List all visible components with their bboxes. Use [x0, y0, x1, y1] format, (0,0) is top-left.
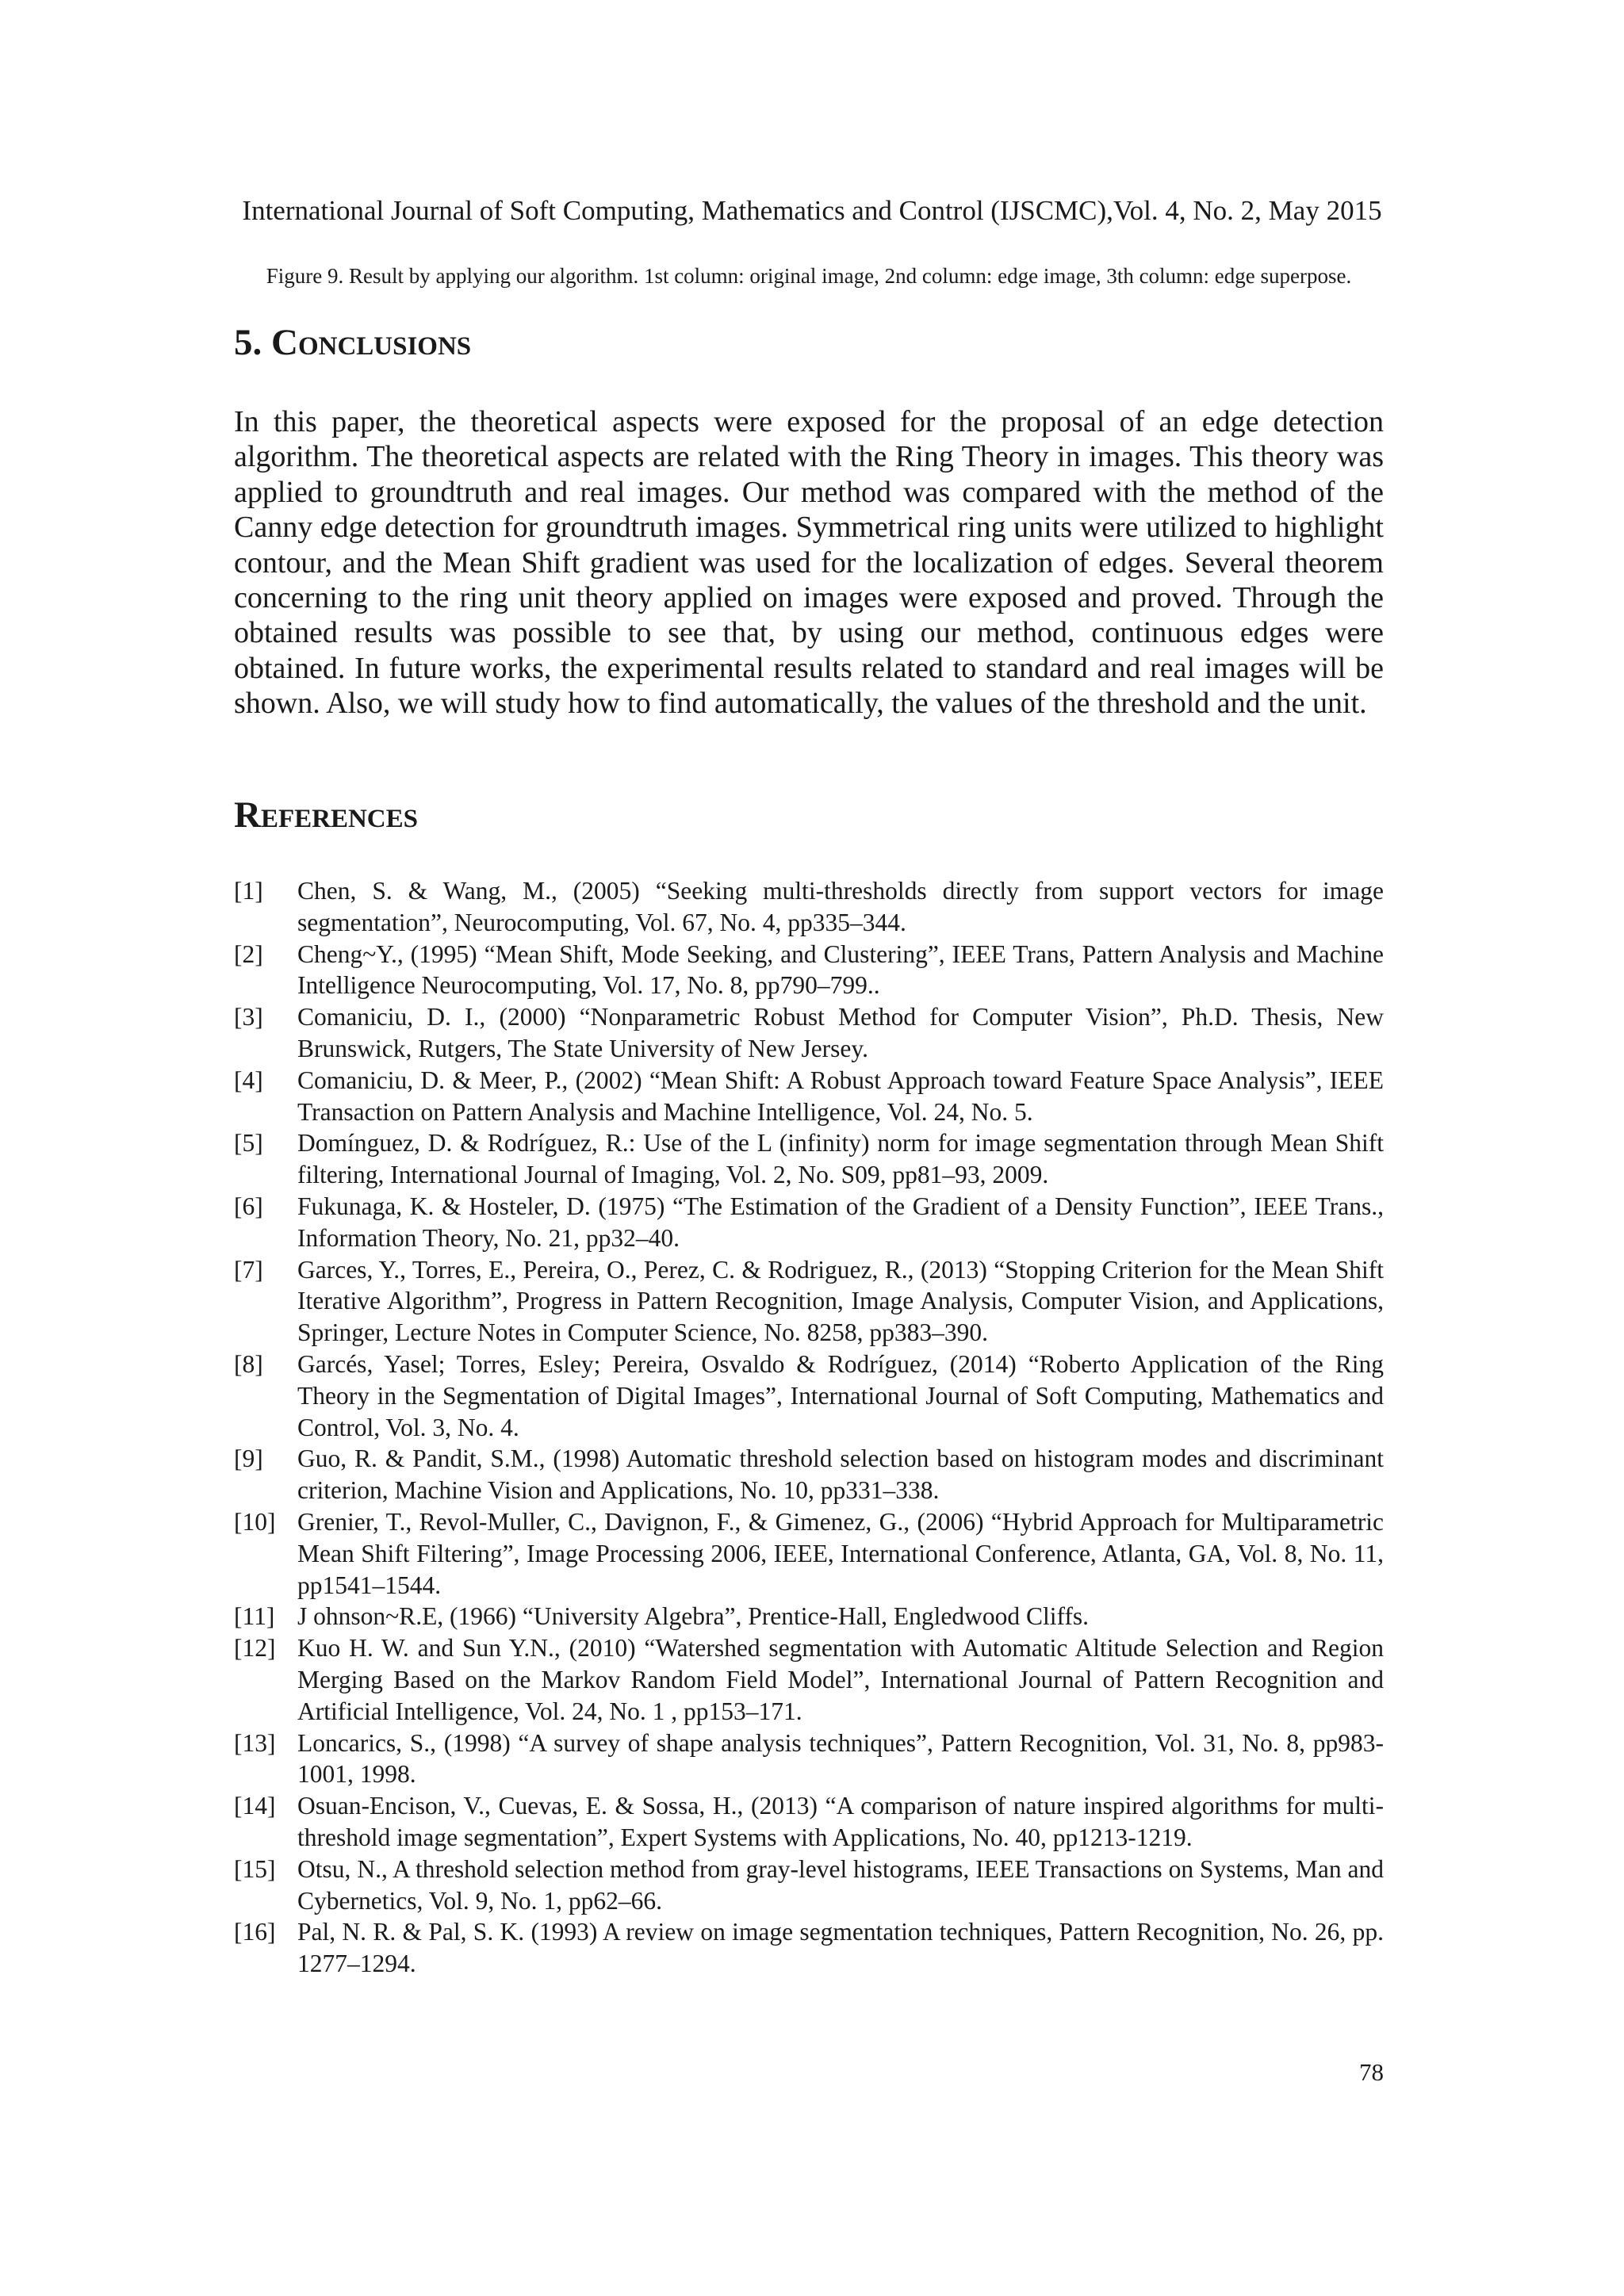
reference-text: Fukunaga, K. & Hosteler, D. (1975) “The Estimation of the Gradient of a Density Function”, IEEE Trans., Information Theory, No. 21, pp32–40.: [297, 1192, 1384, 1252]
reference-text: Garcés, Yasel; Torres, Esley; Pereira, Osvaldo & Rodríguez, (2014) “Roberto Application of the Ring Theory in the Segmentation of Digital Images”, International Journal of Soft Computing, Mathematics and Control, Vol. 3, No. 4.: [297, 1349, 1384, 1441]
reference-number: [1]: [234, 877, 263, 905]
section-heading-references: [234, 793, 418, 837]
reference-number: [15]: [234, 1854, 276, 1883]
reference-number: [5]: [234, 1129, 263, 1158]
section-number: 5.: [234, 322, 271, 363]
reference-text: Guo, R. & Pandit, S.M., (1998) Automatic threshold selection based on histogram modes and discriminant criterion, Machine Vision and Applications, No. 10, pp331–338.: [297, 1445, 1384, 1505]
reference-text: Kuo H. W. and Sun Y.N., (2010) “Watershed segmentation with Automatic Altitude Selection and Region Merging Based on the Markov Random Field Model”, International Journal of Pattern Recognition and Artificial Intelligence, Vol. 24, No. 1 , pp153–171.: [297, 1634, 1384, 1725]
figure-caption: Figure 9. Result by applying our algorithm. 1st column: original image, 2nd column: edge image, 3th column: edge superpose.: [266, 264, 1352, 288]
reference-item: [234, 939, 1384, 1002]
reference-number: [13]: [234, 1728, 276, 1757]
reference-item: [234, 1254, 1384, 1349]
running-header: International Journal of Soft Computing, Mathematics and Control (IJSCMC),Vol. 4, No. 2, May 2015: [242, 195, 1382, 226]
reference-text: Chen, S. & Wang, M., (2005) “Seeking multi-thresholds directly from support vectors for image segmentation”, Neurocomputing, Vol. 67, No. 4, pp335–344.: [297, 877, 1384, 936]
reference-text: Otsu, N., A threshold selection method from gray-level histograms, IEEE Transactions on Systems, Man and Cybernetics, Vol. 9, No. 1, pp62–66.: [297, 1854, 1384, 1915]
reference-number: [8]: [234, 1349, 263, 1378]
page-number: 78: [1359, 2058, 1384, 2086]
reference-number: [7]: [234, 1255, 263, 1284]
reference-text: Osuan-Encison, V., Cuevas, E. & Sossa, H., (2013) “A comparison of nature inspired algorithms for multi-threshold image segmentation”, Expert Systems with Applications, No. 40, pp1213-1219.: [297, 1792, 1384, 1851]
reference-item: [234, 1349, 1384, 1443]
reference-item: [234, 1443, 1384, 1506]
reference-item: [234, 875, 1384, 939]
reference-number: [3]: [234, 1003, 263, 1031]
section-heading-conclusions: [234, 320, 471, 365]
reference-text: Comaniciu, D. & Meer, P., (2002) “Mean Shift: A Robust Approach toward Feature Space Analysis”, IEEE Transaction on Pattern Analysis and Machine Intelligence, Vol. 24, No. 5.: [297, 1066, 1384, 1126]
reference-number: [12]: [234, 1634, 276, 1663]
reference-text: J ohnson~R.E, (1966) “University Algebra”, Prentice-Hall, Engledwood Cliffs.: [297, 1602, 1090, 1631]
reference-number: [2]: [234, 939, 263, 968]
reference-text: Grenier, T., Revol-Muller, C., Davignon, F., & Gimenez, G., (2006) “Hybrid Approach for Multiparametric Mean Shift Filtering”, Image Processing 2006, IEEE, International Conference, Atlanta, GA, Vol. 8, No. 11, pp1541–1544.: [297, 1507, 1384, 1599]
reference-item: [234, 1191, 1384, 1254]
reference-number: [9]: [234, 1445, 263, 1473]
reference-item: [234, 1065, 1384, 1128]
reference-item: [234, 1728, 1384, 1791]
reference-number: [11]: [234, 1602, 275, 1631]
reference-text: Garces, Y., Torres, E., Pereira, O., Perez, C. & Rodriguez, R., (2013) “Stopping Criterion for the Mean Shift Iterative Algorithm”, Progress in Pattern Recognition, Image Analysis, Computer Vision, and Applications, Springer, Lecture Notes in Computer Science, No. 8258, pp383–390.: [297, 1255, 1384, 1347]
reference-number: [6]: [234, 1192, 263, 1220]
reference-number: [16]: [234, 1918, 276, 1946]
reference-number: [4]: [234, 1066, 263, 1094]
reference-item: [234, 1790, 1384, 1854]
reference-list: [234, 875, 1384, 1980]
reference-text: Cheng~Y., (1995) “Mean Shift, Mode Seeking, and Clustering”, IEEE Trans, Pattern Analysis and Machine Intelligence Neurocomputing, Vol. 17, No. 8, pp790–799..: [297, 939, 1384, 1000]
reference-text: Pal, N. R. & Pal, S. K. (1993) A review on image segmentation techniques, Pattern Recognition, No. 26, pp. 1277–1294.: [297, 1918, 1384, 1978]
conclusions-paragraph: In this paper, the theoretical aspects were exposed for the proposal of an edge detection algorithm. The theoretical aspects are related with the Ring Theory in images. This theory was applied to groundtruth and real images. Our method was compared with the method of the Canny edge detection for groundtruth images. Symmetrical ring units were utilized to highlight contour, and the Mean Shift gradient was used for the localization of edges. Several theorem concerning to the ring unit theory applied on images were exposed and proved. Through the obtained results was possible to see that, by using our method, continuous edges were obtained. In future works, the experimental results related to standard and real images will be shown. Also, we will study how to find automatically, the values of the threshold and the unit.: [234, 405, 1384, 721]
reference-item: [234, 1506, 1384, 1601]
reference-item: [234, 1632, 1384, 1727]
reference-item: [234, 1001, 1384, 1065]
reference-text: Loncarics, S., (1998) “A survey of shape analysis techniques”, Pattern Recognition, Vol. 31, No. 8, pp983-1001, 1998.: [297, 1728, 1384, 1789]
reference-number: [14]: [234, 1792, 276, 1820]
reference-item: [234, 1127, 1384, 1191]
reference-item: [234, 1916, 1384, 1980]
reference-number: [10]: [234, 1507, 276, 1536]
reference-item: [234, 1854, 1384, 1917]
section-title: Conclusions: [271, 322, 472, 363]
reference-text: Comaniciu, D. I., (2000) “Nonparametric Robust Method for Computer Vision”, Ph.D. Thesis, New Brunswick, Rutgers, The State University of New Jersey.: [297, 1003, 1384, 1062]
section-title: References: [234, 794, 418, 836]
reference-text: Domínguez, D. & Rodríguez, R.: Use of the L (infinity) norm for image segmentation through Mean Shift filtering, International Journal of Imaging, Vol. 2, No. S09, pp81–93, 2009.: [297, 1129, 1384, 1189]
reference-item: [234, 1601, 1384, 1632]
